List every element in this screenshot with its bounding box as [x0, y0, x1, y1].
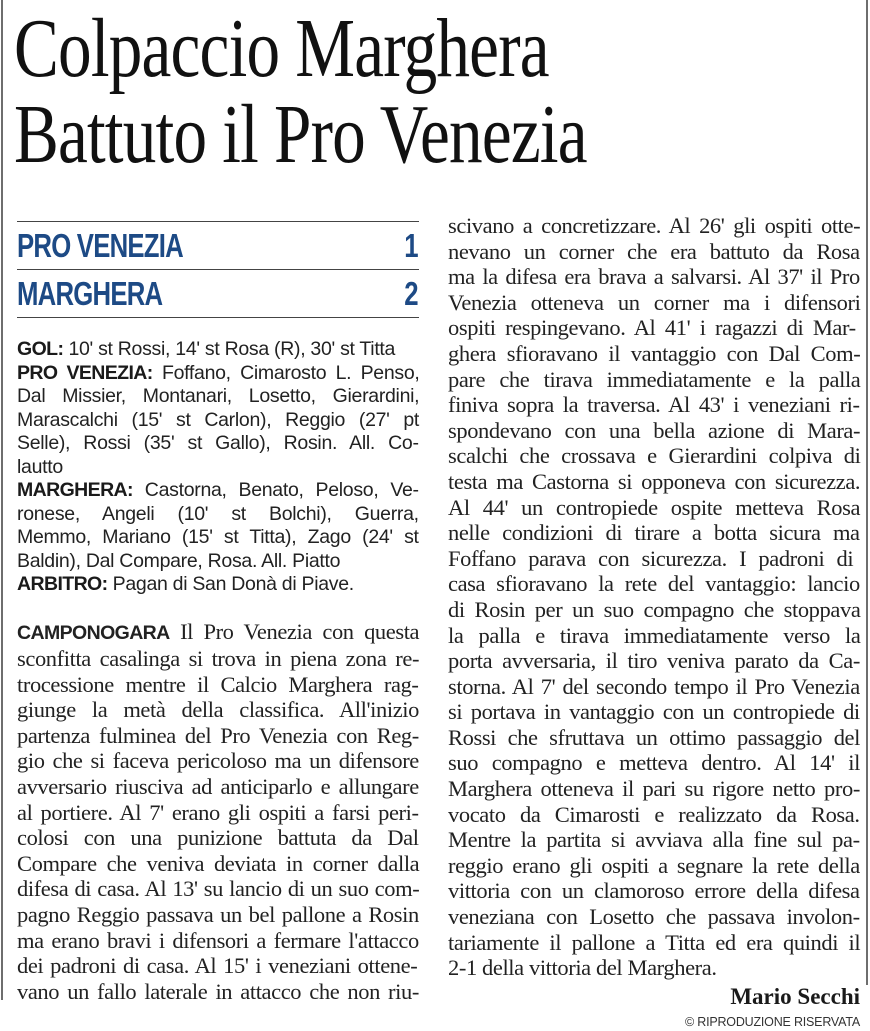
body-line: dei padroni di casa. Al 15' i veneziani ottene- — [17, 953, 418, 979]
body-line: storna. Al 7' del secondo tempo il Pro Venezia — [448, 673, 860, 699]
match-sheet — [17, 338, 419, 597]
body-line: ospiti respingevano. Al 41' i ragazzi di Mar- — [448, 315, 856, 341]
body-line: pare che tirava immediatamente e la palla — [448, 366, 861, 392]
away-lineup — [17, 479, 419, 573]
away-lineup-line: ronese, Angeli (10' st Bolchi), Guerra, — [17, 502, 419, 525]
body-line: vittoria con un clamoroso errore della difesa — [448, 878, 860, 904]
away-team-name: MARGHERA — [17, 274, 163, 312]
away-lineup-label: MARGHERA: — [17, 479, 133, 501]
body-line: sconfitta casalinga si trova in piena zona re- — [17, 646, 420, 672]
body-line: reggio erano gli ospiti a segnare la rete della — [448, 852, 860, 878]
body-line: scivano a concretizzare. Al 26' gli ospiti otte- — [448, 213, 861, 238]
home-lineup-line: Marascalchi (15' st Carlon), Reggio (27' pt — [17, 408, 420, 431]
goals-label: GOL: — [17, 338, 64, 360]
away-lineup-line: Castorna, Benato, Peloso, Ve- — [132, 479, 419, 501]
body-line: scalchi che crossava e Gierardini colpiva di — [448, 443, 861, 469]
body-line: 2-1 della vittoria del Marghera. — [448, 955, 717, 981]
away-lineup-line: Baldin), Dal Compare, Rosa. All. Piatto — [17, 549, 341, 572]
home-lineup-label: PRO VENEZIA: — [17, 361, 153, 384]
body-line: la palla e tirava immediatamente verso la — [448, 622, 861, 648]
body-line: spondevano con una bella azione di Mara- — [448, 417, 861, 443]
body-line: colosi con una punizione battuta da Dal — [17, 825, 419, 851]
right-column — [448, 213, 860, 1031]
body-line: al portiere. Al 7' erano gli ospiti a farsi peri- — [17, 799, 419, 825]
body-line: Mentre la partita si avviava alla fine sul pa- — [448, 827, 860, 853]
body-line: giunge la metà della classifica. All'inizio — [17, 697, 419, 723]
home-team-goals: 1 — [403, 226, 418, 264]
body-line: ma la difesa era brava a salvarsi. Al 37' il Pro — [448, 264, 860, 290]
dateline: CAMPONOGARA — [17, 621, 170, 644]
away-lineup-line: Memmo, Mariano (15' st Titta), Zago (24' st — [17, 526, 419, 548]
headline-line-1: Colpaccio Marghera — [14, 2, 549, 95]
body-line: pagno Reggio passava un bel pallone a Rosin — [17, 902, 419, 928]
body-line: Al 44' un contropiede ospite metteva Rosa — [448, 494, 861, 520]
home-lineup — [17, 362, 419, 480]
home-lineup-line: Selle), Rossi (35' st Gallo), Rosin. All. Co- — [17, 432, 419, 454]
body-line: difesa di casa. Al 13' su lancio di un suo com- — [17, 876, 420, 902]
body-line: ma erano bravi i difensori a fermare l'attacco — [17, 927, 419, 953]
referee-line — [17, 573, 419, 597]
referee-label: ARBITRO: — [17, 573, 108, 595]
body-line: trocessione mentre il Calcio Marghera rag- — [17, 671, 419, 697]
body-line: casa sfioravano la rete del vantaggio: lancio — [448, 571, 860, 597]
article-body-right — [448, 213, 860, 981]
home-lineup-line: Foffano, Cimarosto L. Penso, — [152, 361, 420, 384]
body-line: vano un fallo laterale in attacco che non riu- — [17, 978, 419, 1004]
right-border-rule — [866, 0, 868, 985]
body-line: avversario riusciva ad anticiparlo e allungare — [17, 774, 419, 800]
article-body-left — [17, 619, 419, 1005]
body-line: ghera sfioravano il vantaggio con Dal Com- — [448, 340, 861, 366]
goals-text: 10' st Rossi, 14' st Rosa (R), 30' st Titta — [63, 338, 396, 360]
body-line: Foffano parava con sicurezza. I padroni di — [448, 545, 854, 571]
referee-text: Pagan di San Donà di Piave. — [107, 573, 354, 595]
away-team-goals: 2 — [403, 274, 418, 312]
body-line: partenza fulminea del Pro Venezia con Reg- — [17, 722, 419, 748]
body-line: Compare che veniva deviata in corner dalla — [17, 850, 420, 876]
home-lineup-line: lautto — [17, 455, 63, 478]
left-border-rule — [1, 0, 3, 1000]
body-line: Venezia otteneva un corner ma i difensori — [448, 289, 861, 315]
author-byline: Mario Secchi — [730, 983, 860, 1009]
body-line: vocato da Cimarosti e realizzato da Rosa. — [448, 801, 860, 827]
headline-line-2: Battuto il Pro Venezia — [14, 88, 587, 181]
body-line: tariamente il pallone a Titta ed era quindi il — [448, 929, 861, 955]
body-line: suo compagno e metteva dentro. Al 14' il — [448, 750, 860, 776]
body-line: di Rosin per un suo compagno che stoppava — [448, 596, 861, 622]
body-line: testa ma Castorna si opponeva con sicurezza. — [448, 468, 861, 494]
body-line: nevano un corner che era battuto da Rosa — [448, 238, 860, 264]
copyright-notice: © RIPRODUZIONE RISERVATA — [684, 1014, 860, 1029]
body-line: porta avversaria, il tiro veniva parato da Ca- — [448, 648, 860, 674]
body-line: Marghera otteneva il pari su rigore netto pro- — [448, 776, 860, 802]
score-row-home — [17, 222, 419, 270]
score-box — [17, 221, 419, 318]
headline — [14, 2, 686, 181]
body-line: nelle condizioni di tirare a botta sicura ma — [448, 520, 860, 546]
body-line: veneziana con Losetto che passava involon- — [448, 904, 860, 930]
body-line: finiva sopra la traversa. Al 43' i veneziani ri- — [448, 392, 860, 418]
home-lineup-line: Dal Missier, Montanari, Losetto, Gierardini, — [17, 385, 420, 407]
body-line: si portava in vantaggio con un contropiede di — [448, 699, 860, 725]
home-team-name: PRO VENEZIA — [17, 226, 183, 264]
body-line: Rossi che sfruttava un ottimo passaggio del — [448, 724, 860, 750]
goals-line — [17, 338, 419, 362]
left-column — [17, 221, 419, 1004]
body-line: Il Pro Venezia con questa — [169, 618, 420, 644]
body-line: gio che si faceva pericoloso ma un difensore — [17, 748, 419, 774]
score-row-away — [17, 270, 419, 318]
